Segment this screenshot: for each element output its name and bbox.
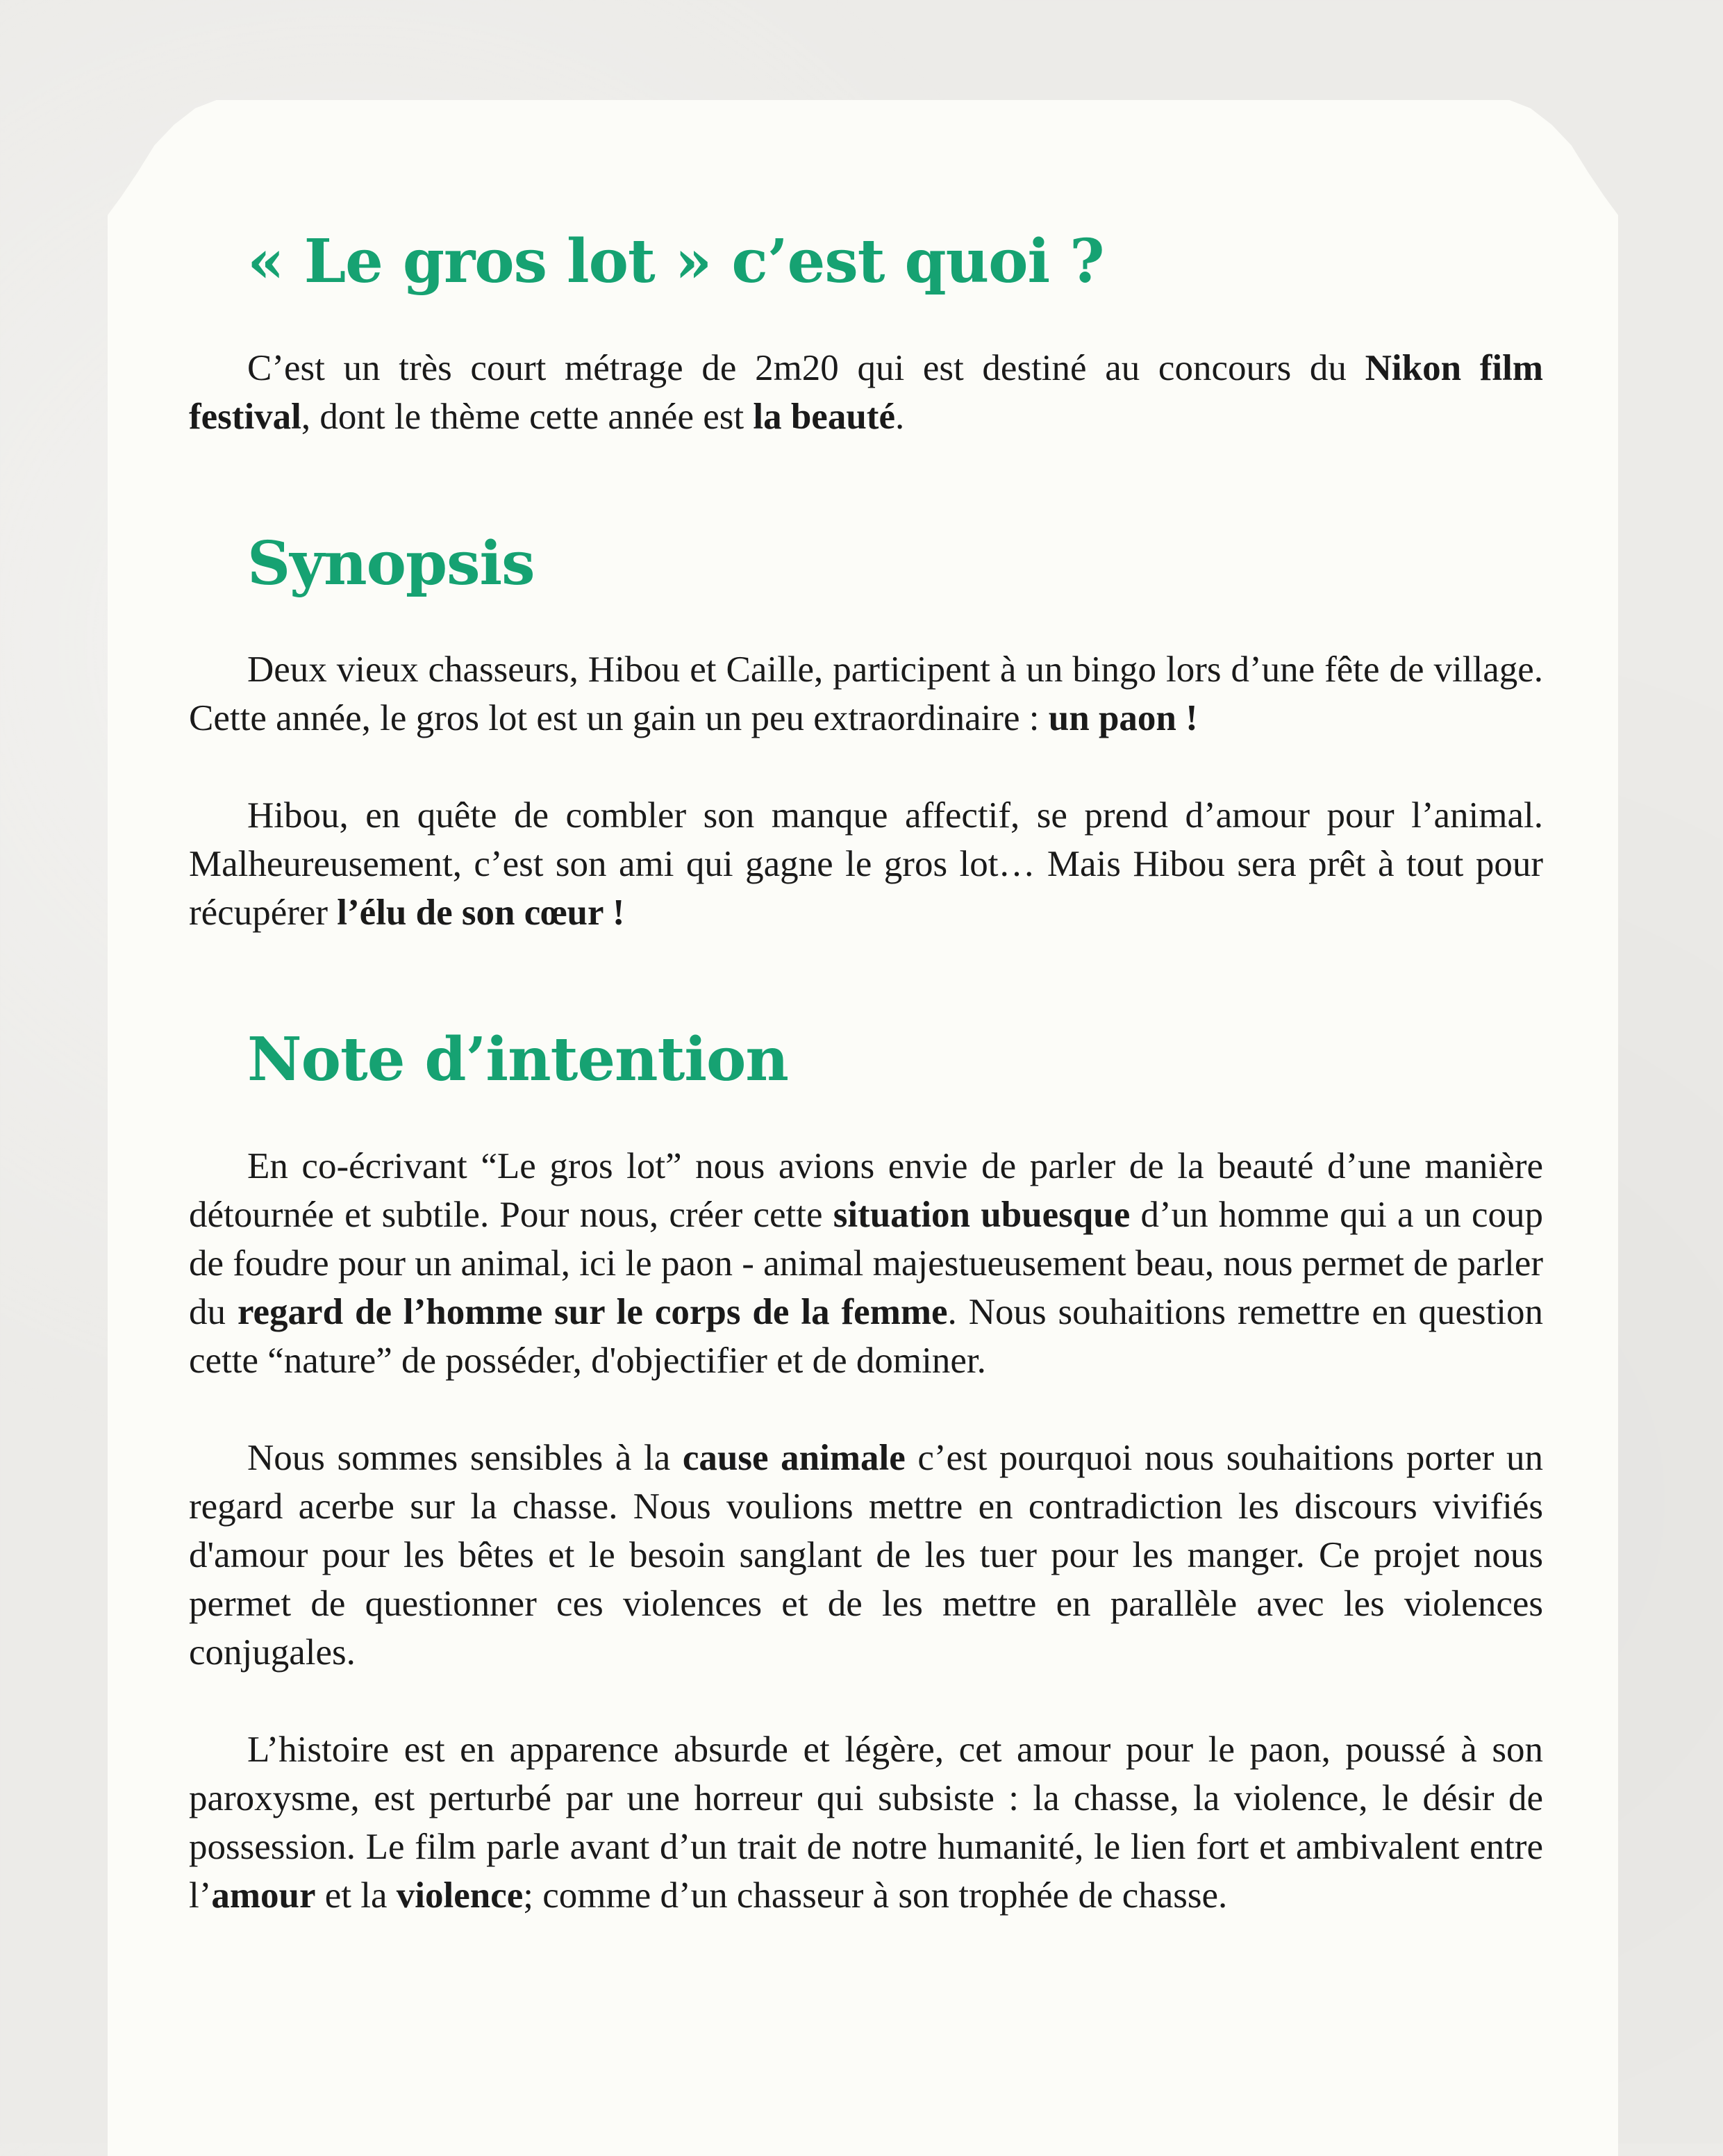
text-span: et la (315, 1875, 397, 1916)
paragraph-gap (189, 743, 1543, 791)
paragraph-intention-1 (189, 1142, 1543, 1385)
bold-text: regard de l’homme sur le corps de la femme (237, 1291, 948, 1332)
bold-text: la beauté (753, 396, 895, 437)
paragraph-gap (189, 1677, 1543, 1725)
text-span: ; comme d’un chasseur à son trophée de chasse. (523, 1875, 1228, 1916)
bold-text: un paon ! (1048, 698, 1198, 739)
text-span: , dont le thème cette année est (301, 396, 754, 437)
text-span: En co-écrivant “Le gros lot” nous avions envie de parler de la beauté d’une manière détournée et subtile. Pour nous, créer cette (189, 1145, 1543, 1235)
paragraph-gap (189, 1385, 1543, 1434)
text-span: c’est pourquoi nous souhaitions porter un regard acerbe sur la chasse. Nous voulions mettre en contradiction les discours vivifiés d'amour pour les bêtes et le besoin sanglant de les tuer pour les manger. Ce projet nous permet de questionner ces violences et de les mettre en parallèle avec les violences conjugales. (189, 1437, 1544, 1673)
text-span: Hibou, en quête de combler son manque affectif, se prend d’amour pour l’animal. Malheureusement, c’est son ami qui gagne le gros lot… Mais Hibou sera prêt à tout pour récupérer (189, 795, 1543, 934)
bold-text: amour (211, 1875, 316, 1916)
paragraph-synopsis-1 (189, 645, 1543, 743)
text-span: L’histoire est en apparence absurde et légère, cet amour pour le paon, poussé à son paroxysme, est perturbé par une horreur qui subsiste : la chasse, la violence, le désir de possession. Le film parle avant d’un trait de notre humanité, le lien fort et ambivalent entre l’ (189, 1729, 1543, 1916)
section-title-intention: Note d’intention (247, 1025, 788, 1095)
text-span: . Nous souhaitions remettre en question cette “nature” de posséder, d'objectifier et de dominer. (189, 1291, 1543, 1381)
text-span: Deux vieux chasseurs, Hibou et Caille, participent à un bingo lors d’une fête de village. Cette année, le gros lot est un gain un peu extraordinaire : (189, 649, 1543, 739)
text-span: C’est un très court métrage de 2m20 qui est destiné au concours du (247, 347, 1365, 388)
paragraph-intention-3 (189, 1725, 1543, 1920)
text-span: . (894, 396, 905, 437)
section-title-synopsis: Synopsis (247, 528, 535, 599)
paragraph-synopsis-2 (189, 791, 1543, 937)
text-span: d’un homme qui a un coup de foudre pour un animal, ici le paon - animal majestueusement beau, nous permet de parler du (189, 1194, 1544, 1332)
section-title-what: « Le gros lot » c’est quoi ? (247, 226, 1104, 297)
bold-text: situation ubuesque (833, 1194, 1131, 1235)
bold-text: cause animale (682, 1437, 906, 1478)
bold-text: violence (396, 1875, 524, 1916)
paragraph-intention-2 (189, 1434, 1543, 1677)
bold-text: Nikon film festival (189, 347, 1543, 437)
paragraph-what-1 (189, 344, 1543, 441)
bold-text: l’élu de son cœur ! (337, 893, 625, 934)
text-span: Nous sommes sensibles à la (247, 1437, 683, 1478)
document-content (189, 226, 1544, 1920)
